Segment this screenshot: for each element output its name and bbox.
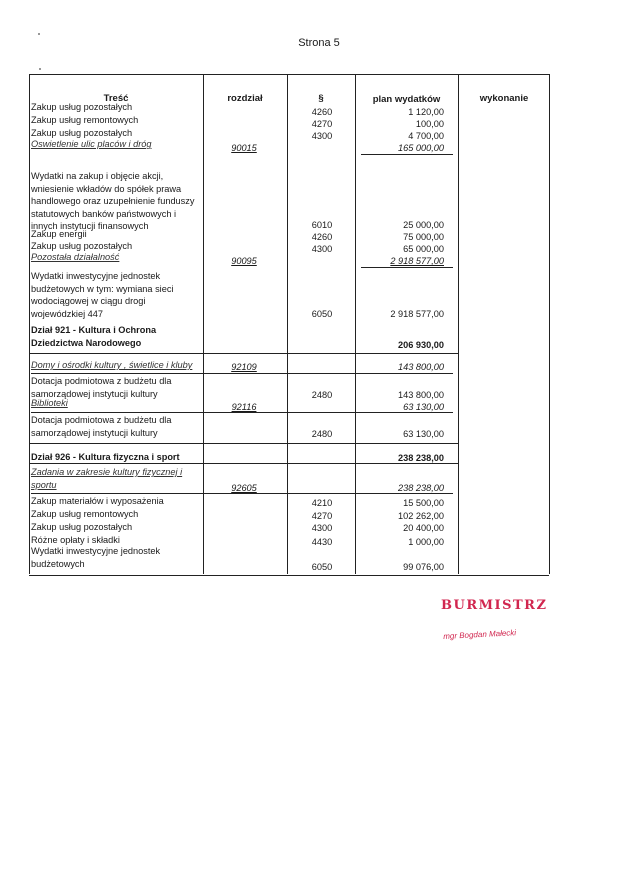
row-plan: 1 000,00 xyxy=(408,537,444,547)
row-text: Zakup usług remontowych xyxy=(31,509,139,519)
row-text: Oswietlenie ulic placów i dróg xyxy=(31,139,152,149)
section-total: 206 930,00 xyxy=(398,340,444,350)
row-rozdzial: 92116 xyxy=(231,402,257,412)
row-paragraf: 4300 xyxy=(311,523,333,533)
row-paragraf: 6050 xyxy=(311,562,333,572)
row-plan: 1 120,00 xyxy=(408,107,444,117)
row-paragraf: 2480 xyxy=(311,429,333,439)
row-paragraf: 4300 xyxy=(311,244,333,254)
row-text: Dotacja podmiotowa z budżetu dla samorządowej instytucji kultury xyxy=(31,415,172,438)
row-plan: 2 918 577,00 xyxy=(390,309,444,319)
row-plan: 165 000,00 xyxy=(398,143,444,153)
row-rozdzial: 92109 xyxy=(231,362,257,372)
row-plan: 100,00 xyxy=(415,119,444,129)
subtotal-underline xyxy=(361,267,453,268)
row-paragraf: 4270 xyxy=(311,511,333,521)
scan-speck xyxy=(39,68,41,70)
row-plan: 143 800,00 xyxy=(398,362,444,372)
header-wykonanie: wykonanie xyxy=(479,93,529,104)
row-plan: 75 000,00 xyxy=(403,232,444,242)
row-text: Zakup usług pozostałych xyxy=(31,522,133,532)
row-text: Zakup usług pozostałych xyxy=(31,128,133,138)
section-heading: Dział 921 - Kultura i Ochrona Dziedzictwa Narodowego xyxy=(31,325,157,348)
header-paragraf: § xyxy=(318,93,324,104)
row-plan: 4 700,00 xyxy=(408,131,444,141)
header-rozdzial: rozdział xyxy=(227,93,263,104)
row-text: Biblioteki xyxy=(31,398,68,408)
row-plan: 143 800,00 xyxy=(398,390,444,400)
row-text: Zakup energii xyxy=(31,229,87,239)
scan-speck xyxy=(38,33,40,35)
section-total: 238 238,00 xyxy=(398,453,444,463)
row-paragraf: 4210 xyxy=(311,498,333,508)
row-plan: 15 500,00 xyxy=(403,498,444,508)
section-rule xyxy=(29,353,458,354)
row-plan: 65 000,00 xyxy=(403,244,444,254)
row-text: Wydatki inwestycyjne jednostek budżetowych xyxy=(31,546,161,569)
column-divider xyxy=(355,74,356,574)
row-text: Pozostała działalność xyxy=(31,252,120,262)
section-heading: Dział 926 - Kultura fizyczna i sport xyxy=(31,452,180,462)
row-text: Dotacja podmiotowa z budżetu dla samorządowej instytucji kultury xyxy=(31,376,172,399)
subtotal-underline xyxy=(361,154,453,155)
row-plan: 102 262,00 xyxy=(398,511,444,521)
row-paragraf: 4270 xyxy=(311,119,333,129)
row-paragraf: 6010 xyxy=(311,220,333,230)
header-plan: plan wydatków xyxy=(372,94,441,105)
row-plan: 20 400,00 xyxy=(403,523,444,533)
signature: mgr Bogdan Małecki xyxy=(443,628,517,641)
header-tresc: Treść xyxy=(103,93,129,104)
column-divider xyxy=(549,74,550,574)
row-plan: 63 130,00 xyxy=(403,402,444,412)
row-paragraf: 4300 xyxy=(311,131,333,141)
column-divider xyxy=(29,74,30,574)
section-rule xyxy=(29,443,458,444)
column-divider xyxy=(287,74,288,574)
row-paragraf: 4430 xyxy=(311,537,333,547)
row-text: Wydatki na zakup i objęcie akcji, wniesienie wkładów do spółek prawa handlowego oraz uzupełnienie funduszy statutowych banków państwowych i innych instytucji finansowych xyxy=(31,171,195,231)
section-rule xyxy=(29,463,458,464)
row-text: Zakup materiałów i wyposażenia xyxy=(31,496,164,506)
subtotal-underline xyxy=(31,373,453,374)
row-rozdzial: 92605 xyxy=(231,483,257,493)
row-text: Domy i ośrodki kultury , świetlice i kluby xyxy=(31,360,193,370)
row-plan: 238 238,00 xyxy=(398,483,444,493)
row-text: Zakup usług pozostałych xyxy=(31,241,133,251)
row-text: Zakup usług pozostałych xyxy=(31,102,133,112)
row-paragraf: 6050 xyxy=(311,309,333,319)
row-plan: 63 130,00 xyxy=(403,429,444,439)
subtotal-underline xyxy=(31,412,453,413)
column-divider xyxy=(458,74,459,574)
row-paragraf: 4260 xyxy=(311,232,333,242)
row-plan: 99 076,00 xyxy=(403,562,444,572)
mayor-stamp: BURMISTRZ xyxy=(441,598,548,613)
row-rozdzial: 90095 xyxy=(231,256,257,266)
row-text: Zakup usług remontowych xyxy=(31,115,139,125)
row-rozdzial: 90015 xyxy=(231,143,257,153)
row-paragraf: 4260 xyxy=(311,107,333,117)
subtotal-underline xyxy=(31,493,453,494)
row-text: Różne opłaty i składki xyxy=(31,535,120,545)
row-plan: 25 000,00 xyxy=(403,220,444,230)
page-header: Strona 5 xyxy=(298,37,340,49)
row-plan: 2 918 577,00 xyxy=(390,256,444,266)
row-text: Zadania w zakresie kultury fizycznej i sportu xyxy=(31,467,183,490)
row-text: Wydatki inwestycyjne jednostek budżetowych w tym: wymiana sieci wodociągowej w ciągu drogi wojewódzkiej 447 xyxy=(31,271,174,319)
row-paragraf: 2480 xyxy=(311,390,333,400)
